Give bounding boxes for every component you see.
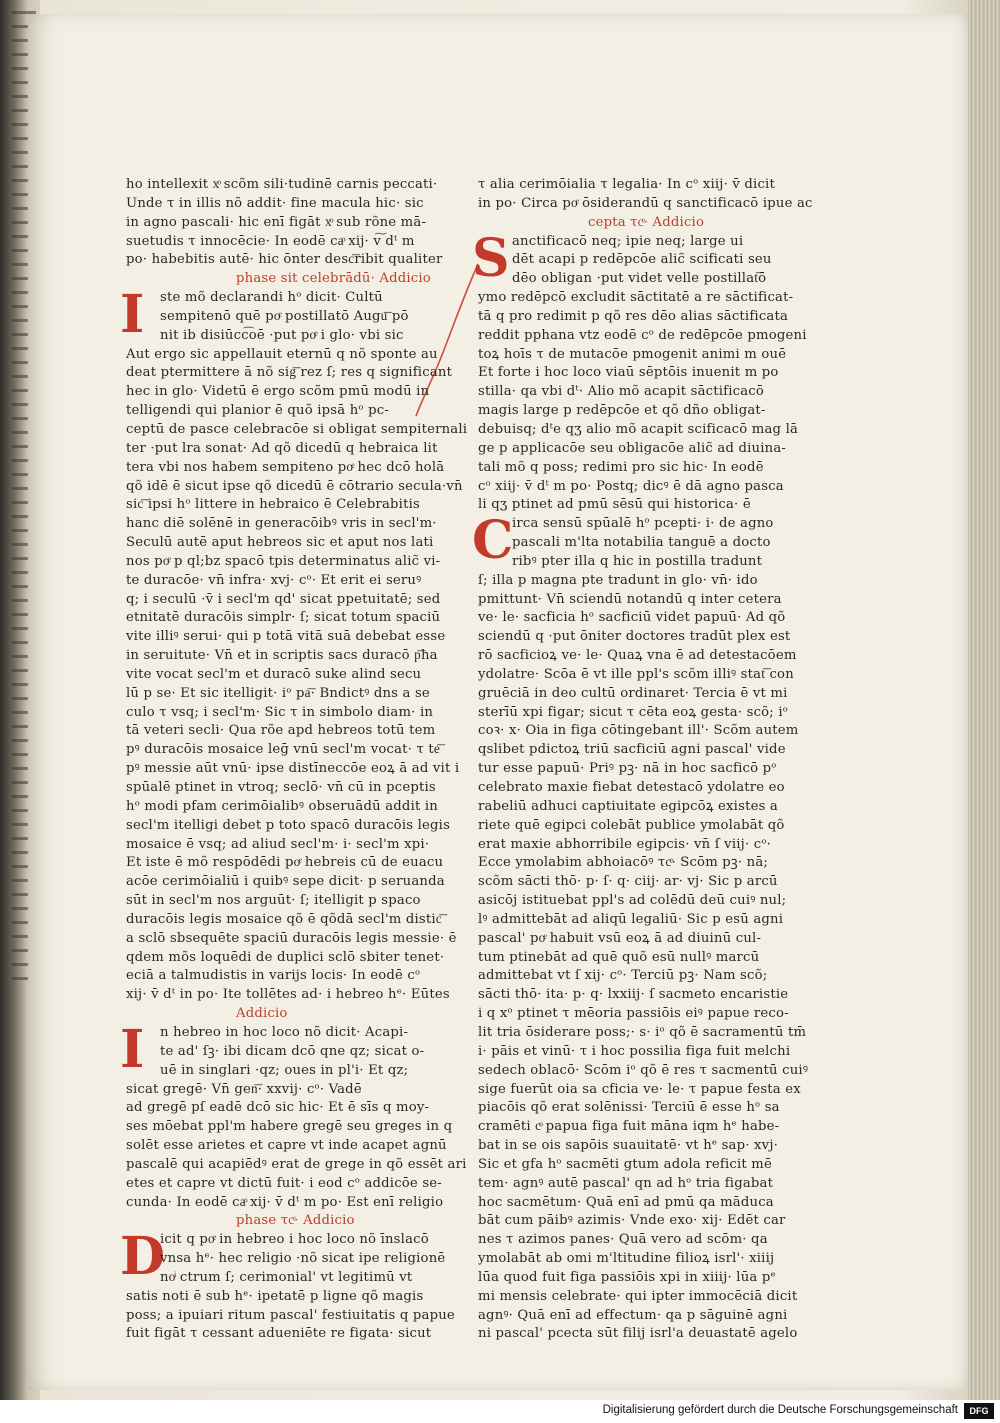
- text-line: a sclō sbsequēte spaciū duracōis legis messie· ē: [126, 930, 457, 946]
- text-column-left: [120, 176, 468, 1344]
- text-line: rabeliū adhuci captiuitate egipcōꝝ existes a: [478, 798, 778, 814]
- text-line: sige fuerūt oia sa cficia ve· le· τ papue festa ex: [478, 1081, 801, 1097]
- text-line: duracōis legis mosaice qõ ē qõdā secl'm distic͞: [126, 911, 442, 927]
- text-line: ni pascal' pcecta sūt filij isrl'a deuastatē agelo: [478, 1326, 798, 1342]
- text-line: poss; a ipuiari ritum pascal' festiuitatis q papue: [126, 1307, 455, 1323]
- text-line: lit tria ōsiderare poss;· s· iᵒ qõ ē sacramentū tm̄: [478, 1024, 807, 1040]
- text-line: ho intellexit xͦ scõm sili·tudinē carnis peccati·: [126, 177, 438, 192]
- text-line: ste mõ declarandi hᵒ dicit· Cultū: [160, 290, 383, 306]
- text-line: hec in glo· Videtū ē ergo scõm pmū modū in: [126, 384, 430, 400]
- text-line: pascalē qui acapiēdꝰ erat de grege in qõ essēt ari: [126, 1156, 467, 1172]
- red-initial: I: [120, 1018, 145, 1080]
- text-line: Aut ergo sic appellauit eternū q nõ sponte au: [126, 346, 438, 362]
- text-line: i q xᵒ ptinet τ mēoria passiōis eiꝰ papue reco-: [478, 1006, 789, 1022]
- footer-credit-text: Digitalisierung gefördert durch die Deutsche Forschungsgemeinschaft: [602, 1404, 958, 1416]
- text-line: noͥ ctrum ſ; cerimonial' vt legitimū vt: [160, 1269, 413, 1285]
- text-line: ceptū de pasce celebracōe si obligat sempiternali: [126, 421, 468, 437]
- text-line: Seculū autē aput hebreos sic et aput nos lati: [126, 535, 434, 551]
- text-line: etes et capre vt dictū fuit· i eod cᵒ addicōe se-: [126, 1175, 442, 1191]
- text-line: hanc diē solēnē in generacōibꝰ vris in secl'm·: [126, 516, 437, 532]
- text-line: te ad' ſꝫ· ibi dicam dcō qne qz; sicat o-: [160, 1043, 425, 1059]
- text-line: riete quē egipci colebāt publice ymolabāt qõ: [478, 817, 785, 833]
- text-line: mosaice ē vsq; ad aliud secl'm· i· secl'm xpi·: [126, 836, 430, 852]
- text-line: tā veteri secli· Qua rõe apd hebreos totū tem: [126, 723, 436, 739]
- text-line: gruēciā in deo cultū ordinaret· Tercia ē vt mi: [478, 685, 788, 701]
- text-line: solēt esse arietes et capre vt inde acapet agnū: [126, 1138, 447, 1154]
- text-line: pmittunt· Vn̄ sciendū notandū q inter cetera: [478, 591, 782, 607]
- text-line: phase sit celebrādū· Addicio: [236, 271, 431, 287]
- text-line: piacōis qõ erat solēnissi· Terciū ē esse hᵒ sa: [478, 1100, 780, 1116]
- text-line: icit q poͤ in hebreo i hoc loco nõ īnslacō: [160, 1232, 429, 1248]
- text-line: sciendū q ·put ōniter doctores tradūt plex est: [478, 629, 791, 645]
- text-line: coꝛ· x· Oia in figa cōtingebant ill'· Scõm autem: [478, 723, 799, 739]
- text-line: Et forte i hoc loco viaū sēptōis inuenit m po: [478, 365, 779, 381]
- text-line: pꝰ duracōis mosaice leḡ vnū secl'm vocat· τ te͞: [126, 742, 440, 758]
- text-line: in seruitute· Vn̄ et in scriptis sacs duracō p͞ha: [126, 648, 438, 664]
- text-line: etnitatē duracōis simplr· ſ; sicat totum spaciū: [126, 610, 441, 626]
- text-line: erat maxie abhorribile egipcis· vn̄ ſ viij· cᵒ·: [478, 836, 772, 852]
- text-line: nes τ azimos panes· Quā vero ad scōm· qa: [478, 1232, 768, 1248]
- text-line: mi mensis celebrate· qui ipter immocēciā dicit: [478, 1288, 798, 1304]
- text-line: dēo obligan ·put videt velle postillat͞ō: [512, 271, 767, 287]
- text-line: vite illiꝰ serui· qui p totā vitā suā debebat esse: [126, 629, 446, 645]
- text-line: n hebreo in hoc loco nõ dicit· Acapi-: [160, 1024, 409, 1040]
- text-line: sempitenō quē poͤ postillatō Augu͞ pō: [160, 308, 409, 324]
- page-stack-edge: [968, 0, 1000, 1400]
- text-line: stilla· qa vbi dᵗ· Alio mõ acapit sāctificacō: [478, 384, 765, 400]
- text-line: lūa quod fuit figa passiōis xpi in xiiij· lūa pᵉ: [478, 1269, 776, 1285]
- red-initial: C: [472, 510, 514, 572]
- text-line: sic͞ ipsi hᵒ littere in hebraico ē Celebrabitis: [126, 497, 420, 513]
- text-line: i· pāis et vinū· τ i hoc possilia figa fuit melchi: [478, 1043, 791, 1059]
- text-line: dēt acapi p redēpcōe alic̃ scificati seu: [512, 252, 772, 268]
- text-line: cunda· In eodē caͦ xij· v̄ dᵗ m po· Est enī religio: [126, 1194, 444, 1210]
- text-line: nos poͤ p ql;bz spacō tpis determinatus alic̃ vi-: [126, 553, 441, 569]
- text-line: Et iste ē mõ respōdēdi poͤ hebreis cū de euacu: [126, 855, 444, 871]
- text-line: sterīū xpi figar; sicut τ cēta eoꝝ gesta· scõ; iᵒ: [478, 704, 789, 720]
- text-line: Sic et gfa hᵒ sacmēti gtum adola reficit mē: [478, 1156, 772, 1172]
- text-line: ſ; illa p magna pte tradunt in glo· vn̄· ido: [478, 572, 758, 588]
- text-line: bat in se ois sapōis suauitatē· vt hᵉ sap· xvj·: [478, 1138, 779, 1154]
- text-line: te duracōe· vn̄ infra· xvj· cᵒ· Et erit ei seruꝰ: [126, 572, 422, 588]
- text-line: asicōj istituebat ppl's ad colēdū deū cuiꝰ nul;: [478, 893, 787, 909]
- text-line: bāt cum pāibꝰ azimis· Vnde exo· xij· Edēt car: [478, 1213, 786, 1229]
- text-line: acōe cerimōialiū i quibꝰ sepe dicit· p seruanda: [126, 874, 445, 890]
- text-line: xij· v̄ dᵗ in po· Ite tollētes ad· i hebreo hᵉ· Eūtes: [126, 987, 450, 1003]
- text-line: qõ idē ē sicut ipse qõ dicedū ē cōtrario secula·vn̄: [126, 478, 463, 494]
- text-line: lꝰ admittebāt ad aliqū legaliū· Sic p esū agni: [478, 911, 784, 927]
- text-line: telligendi qui planior ē quõ ipsā hᵒ pc-: [126, 403, 389, 419]
- text-line: po· habebitis autē· hic ōnter desc͞ribit qualiter: [126, 252, 443, 268]
- text-line: pascal' poͤ habuit vsū eoꝝ ā ad diuinū cul-: [478, 930, 762, 946]
- red-initial: I: [120, 284, 145, 346]
- text-line: tā q pro redimit p qõ res dēo alias sāctificata: [478, 308, 789, 324]
- text-line: suetudis τ innocēcie· In eodē caͦ xij· v͠ dᵗ m: [126, 233, 415, 249]
- text-line: q; i seculū ·v̄ i secl'm qd' sicat ppetuitatē; sed: [126, 591, 441, 607]
- text-line: cepta τcͤ· Addicio: [588, 214, 705, 230]
- text-line: ter ·put lra sonat· Ad qõ dicedū q hebraica lit: [126, 440, 438, 456]
- text-line: fuit figāt τ cessant adueniēte re figata· sicut: [126, 1326, 432, 1342]
- text-line: reddit pphana vtz eodē cᵒ de redēpcōe pmogeni: [478, 327, 807, 343]
- text-line: pꝰ messie aūt vnū· ipse distīneccōe eoꝝ ā ad vit i: [126, 761, 460, 777]
- dfg-logo: DFG: [964, 1403, 994, 1419]
- text-line: tum ptinebāt ad quē quõ esū nullꝰ marcū: [478, 949, 760, 965]
- text-line: lū p se· Et sic itelligit· iᵒ pa͞· Bndictꝰ dns a se: [126, 685, 430, 701]
- text-line: debuisq; dᵗe qʒ alio mõ acapit scificacō mag lā: [478, 421, 799, 437]
- text-line: admittebat vt ſ xij· cᵒ· Terciū pꝫ· Nam scõ;: [478, 968, 768, 984]
- text-line: toꝝ hoīs τ de mutacōe pmogenit animi m ouē: [478, 346, 787, 362]
- text-line: celebrato maxie fiebat detestacō ydolatre eo: [478, 780, 785, 795]
- text-line: ymolabāt ab omi m'ltitudine filioꝝ isrl'· xiiij: [478, 1251, 775, 1267]
- text-line: vite vocat secl'm et duracō suke alind secu: [126, 666, 422, 682]
- text-line: sācti thō· ita· p· q· lxxiij· ſ sacmeto encaristie: [478, 987, 789, 1003]
- text-line: uē in singlari ·qz; oues in pl'i· Et qz;: [160, 1062, 409, 1078]
- red-initial: D: [120, 1226, 166, 1288]
- text-line: agnꝰ· Quā enī ad effectum· qa p sāguinē agni: [478, 1307, 788, 1323]
- text-line: pascali m'lta notabilia tanguē a docto: [512, 535, 771, 551]
- text-line: eciā a talmudistis in varijs locis· In eodē cᵒ: [126, 968, 421, 984]
- text-line: sūt in secl'm nos arguūt· ſ; itelligit p spaco: [126, 893, 421, 909]
- red-initial: S: [472, 227, 510, 289]
- text-line: hᵒ modi pfam cerimōialibꝰ obseruādū addit in: [126, 798, 438, 814]
- text-line: spūalē ptinet in vtroq; seclō· vn̄ cū in pceptis: [126, 780, 436, 795]
- text-line: ribꝰ pter illa q hic in postilla tradunt: [512, 553, 763, 569]
- text-line: vnsa hᵉ· hec religio ·nõ sicat ipe religionē: [160, 1251, 446, 1267]
- text-line: in agno pascali· hic enī figāt xͦ sub rõne mā-: [126, 214, 427, 230]
- text-line: anctificacō neq; ipie neq; large ui: [512, 233, 744, 249]
- text-line: rō sacficioꝝ ve· le· Quaꝝ vna ē ad detestacōem: [478, 648, 797, 664]
- text-line: scõm sācti thō· p· ſ· q· ciij· ar· vj· Sic p arcū: [478, 874, 778, 890]
- text-line: hoc sacmētum· Quā enī ad pmū qa māduca: [478, 1194, 774, 1210]
- text-line: ge p applicacōe seu obligacōe alic̃ ad diuina-: [478, 440, 787, 456]
- text-line: in po· Circa poͤ ōsiderandū q sanctificacō ipue ac: [478, 195, 813, 211]
- text-line: li qʒ ptinet ad pmū sēsū qui historica· ē: [478, 497, 751, 513]
- text-line: ydolatre· Scōa ē vt ille ppl's scõm illiꝰ stat͞ con: [478, 666, 794, 682]
- text-line: ad gregē pſ eadē dcō sic hic· Et ē sīs q moy-: [126, 1100, 430, 1116]
- text-line: tur esse papuū· Priꝰ pꝫ· nā in hoc sacficō pᵒ: [478, 761, 777, 777]
- text-line: satis noti ē sub hᵉ· ipetatē p ligne qõ magis: [126, 1288, 424, 1304]
- text-column-right: [472, 176, 813, 1344]
- text-line: cᵒ xiij· v̄ dᵗ m po· Postq; dicꝰ ē dā agno pasca: [478, 478, 784, 494]
- text-line: ses mōebat ppl'm habere gregē seu greges in q: [126, 1119, 453, 1135]
- text-line: sedech oblacō· Scōm iᵒ qõ ē res τ sacmentū cuiꝰ: [478, 1062, 809, 1078]
- text-line: Ecce ymolabim abhoiacōꝰ τcͤ· Scōm pꝫ· nā;: [478, 855, 769, 871]
- text-line: sicat gregē· Vn̄ gen͞· xxvij· cᵒ· Vadē: [126, 1081, 362, 1097]
- text-line: τ alia cerimōialia τ legalia· In cᵒ xiij· v̄ dicit: [478, 177, 775, 192]
- text-line: nit ib disiūcc͡oē ·put poͤ i glo· vbi sic: [160, 327, 404, 343]
- text-line: deat ptermittere ā nõ sig͞ rez ſ; res q significant: [126, 365, 453, 381]
- text-line: cramēti cͦ papua figa fuit māna iqm hᵉ habe-: [478, 1119, 780, 1135]
- text-line: tem· agnꝰ autē pascal' qn ad hᵒ tria figabat: [478, 1175, 774, 1191]
- text-line: tera vbi nos habem sempiteno poͤ hec dcō holā: [126, 459, 445, 475]
- text-line: qdem mõs loquēdi de duplici sclō sbiter tenet·: [126, 949, 445, 965]
- text-line: ve· le· sacficia hᵒ sacficiū videt papuū· Ad qõ: [478, 610, 786, 626]
- text-line: phase τcͤ· Addicio: [236, 1213, 355, 1229]
- text-line: qslibet pdictoꝝ triū sacficiū agni pascal' vide: [478, 742, 786, 758]
- text-line: ymo redēpcō excludit sāctitatē a re sāctificat-: [478, 290, 794, 306]
- text-line: tali mõ q poss; redimi pro sic hic· In eodē: [478, 459, 764, 475]
- text-line: Addicio: [236, 1006, 288, 1022]
- text-line: magis large p redēpcōe et qõ dño obligat-: [478, 403, 766, 419]
- digitization-footer: [0, 1400, 1000, 1423]
- text-line: secl'm itelligi debet p toto spacō duracōis legis: [126, 817, 451, 833]
- text-line: Unde τ in illis nõ addit· fine macula hic· sic: [126, 195, 424, 211]
- text-line: culo τ vsq; i secl'm· Sic τ in simbolo diam· in: [126, 704, 434, 720]
- text-line: irca sensū spūalē hᵒ pcepti· i· de agno: [512, 516, 774, 532]
